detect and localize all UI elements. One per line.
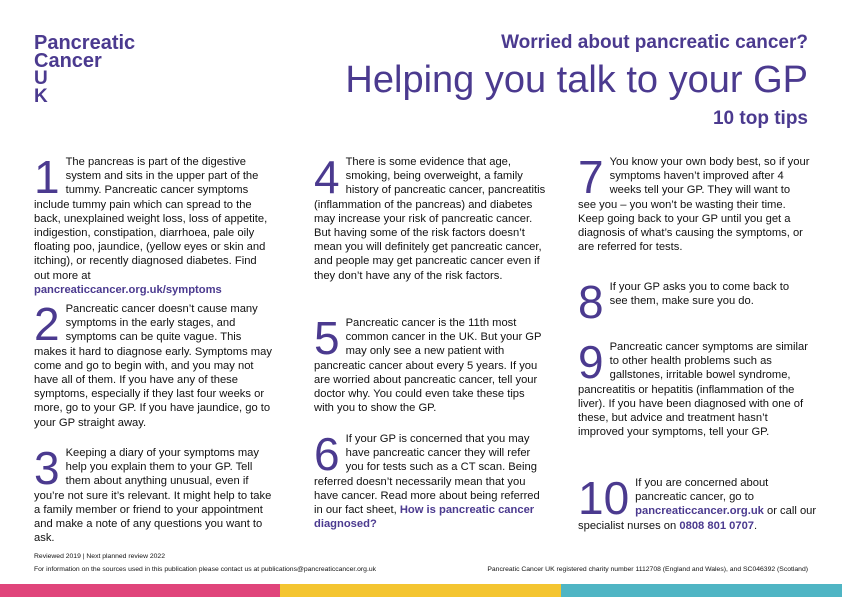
page-subtitle: 10 top tips [712, 108, 808, 129]
tip-number: 7 [578, 151, 604, 203]
page-title: Helping you talk to your GP [345, 59, 808, 101]
tip-3 [34, 442, 274, 545]
tip-text: The pancreas is part of the digestive system and sits in the upper part of the tummy. Pancreatic cancer symptoms include tummy pain which can spread to the back, unexplained weight loss, loss of appetite, indigestion, constipation, diarrhoea, pale oily floating poo, jaundice, (yellow eyes or skin and itching), or recently diagnosed diabetes. Find out more at [34, 156, 268, 282]
tip-text: If your GP is concerned that you may have pancreatic cancer they will refer you for tests such as a CT scan. Being referred doesn’t necessarily mean that you have cancer. Read more about being referred in our fact sheet, [314, 433, 540, 517]
tip-1 [34, 151, 274, 297]
tip-text: Keeping a diary of your symptoms may help you explain them to your GP. Tell them about anything unusual, even if you’re not sure it’s relevant. It might help to take a family member or friend to your appointment and make a note of any questions you want to ask. [34, 447, 272, 545]
logo-line-pancreatic: Pancreatic [34, 32, 136, 54]
header-question: Worried about pancreatic cancer? [501, 32, 808, 53]
footer-bar-teal [561, 584, 842, 597]
tip-8 [578, 276, 810, 328]
tip-6 [314, 428, 546, 531]
nurse-phone-link[interactable]: 0808 801 0707 [679, 519, 755, 532]
review-date: Reviewed 2019 | Next planned review 2022 [34, 553, 165, 560]
tip-number: 3 [34, 442, 60, 494]
tip-10 [578, 472, 818, 533]
tip-number: 10 [578, 472, 630, 524]
tip-number: 6 [314, 428, 340, 480]
website-link[interactable]: pancreaticcancer.org.uk [635, 505, 764, 518]
tip-4 [314, 151, 546, 283]
tip-text-cont: or call our specialist nurses on [578, 505, 817, 532]
logo-line-cancer: Cancer [34, 50, 102, 72]
diagnosed-factsheet-link[interactable]: How is pancreatic cancer diagnosed? [314, 504, 535, 531]
tip-text: If your GP asks you to come back to see them, make sure you do. [609, 281, 790, 308]
sources-note: For information on the sources used in this publication please contact us at publications@pancreaticcancer.org.uk [34, 566, 377, 573]
charity-number: Pancreatic Cancer UK registered charity number 1112708 (England and Wales), and SC046392 (Scotland) [487, 566, 808, 573]
tip-text: There is some evidence that age, smoking, being overweight, a family history of pancreatic cancer, pancreatitis (inflammation of the pancreas) and diabetes may increase your risk of pancreatic cancer. But having some of the risk factors doesn’t mean you will definitely get pancreatic cancer, and people may get pancreatic cancer even if they don’t have any of the risk factors. [314, 156, 546, 282]
tip-number: 5 [314, 312, 340, 364]
tip-text-end: . [754, 519, 758, 532]
tip-number: 2 [34, 298, 60, 350]
tip-7 [578, 151, 810, 254]
logo-letter-k: K [34, 86, 48, 107]
tip-text: Pancreatic cancer doesn’t cause many symptoms in the early stages, and symptoms can be quite vague. This makes it hard to diagnose early. Symptoms may come and go to begin with, and you may not have all of them. If you have any of these symptoms, especially if they last four weeks or more, go to your GP. If you have jaundice, go to your GP straight away. [34, 303, 272, 429]
footer-bar-yellow [280, 584, 561, 597]
tip-number: 8 [578, 276, 604, 328]
tip-number: 4 [314, 151, 340, 203]
tip-2 [34, 298, 274, 430]
logo-letter-u: U [34, 68, 48, 89]
footer-bar-pink [0, 584, 280, 597]
tip-text: You know your own body best, so if your symptoms haven’t improved after 4 weeks tell your GP. They will want to see you – you won’t be wasting their time. Keep going back to your GP until you get a diagnosis of what’s causing the symptoms, or are referred for tests. [578, 156, 810, 254]
tip-text: Pancreatic cancer is the 11th most common cancer in the UK. But your GP may only see a new patient with pancreatic cancer about every 5 years. If you are worried about pancreatic cancer, tell your doctor why. You could even take these tips with you to show the GP. [314, 317, 542, 415]
tip-5 [314, 312, 546, 415]
tip-9 [578, 336, 810, 439]
symptoms-link[interactable]: pancreaticcancer.org.uk/symptoms [34, 283, 222, 296]
tip-text: If you are concerned about pancreatic cancer, go to [635, 477, 769, 504]
tip-number: 9 [578, 336, 604, 388]
tip-text: Pancreatic cancer symptoms are similar to other health problems such as gallstones, irritable bowel syndrome, pancreatitis or hepatitis (inflammation of the liver). If you have been diagnosed with one of these, but advice and treatment hasn’t improved your symptoms, tell your GP. [578, 341, 808, 439]
logo [34, 34, 135, 106]
tip-number: 1 [34, 151, 60, 203]
